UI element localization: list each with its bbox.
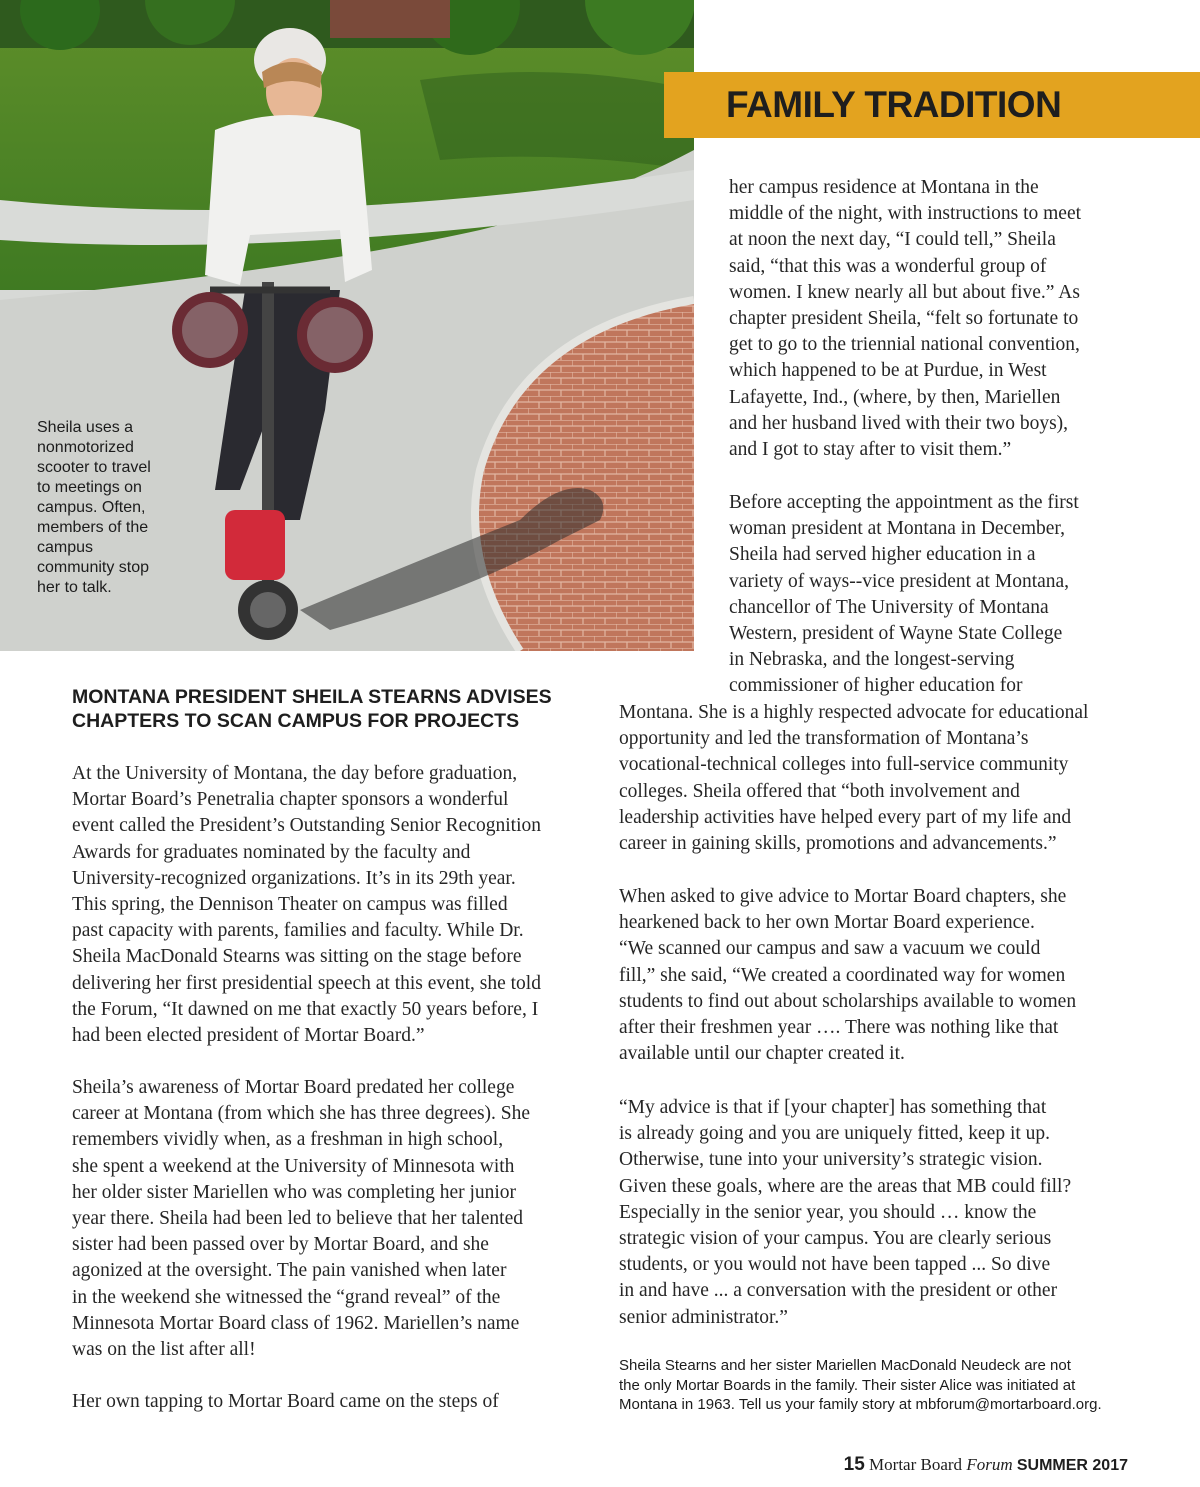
text-line: hearkened back to her own Mortar Board experience. [619, 912, 1035, 934]
text-line: women. I knew nearly all but about five.” As [729, 281, 1080, 303]
text-line: leadership activities have helped every part of my life and [619, 806, 1072, 828]
text-line: sister had been passed over by Mortar Board, and she [72, 1234, 489, 1256]
note-line: the only Mortar Boards in the family. Their sister Alice was initiated at [619, 1376, 1076, 1394]
text-line: Western, president of Wayne State College [729, 623, 1063, 645]
text-line: Awards for graduates nominated by the faculty and [72, 841, 471, 863]
text-line: variety of ways--vice president at Montana, [729, 570, 1070, 592]
body-paragraph [619, 700, 1088, 857]
text-line: chancellor of The University of Montana [729, 596, 1049, 618]
text-line: middle of the night, with instructions to meet [729, 203, 1082, 225]
magazine-title-italic: Forum [966, 1455, 1013, 1474]
text-line: Minnesota Mortar Board class of 1962. Mariellen’s name [72, 1312, 520, 1334]
text-line: Lafayette, Ind., (where, by then, Mariellen [729, 386, 1061, 408]
text-line: Especially in the senior year, you should … know the [619, 1201, 1037, 1223]
photo-caption: Sheila uses a nonmotorized scooter to travel to meetings on campus. Often, members of the campus community stop her to talk. [37, 419, 151, 596]
family-note [619, 1356, 1179, 1415]
hero-photo [0, 0, 694, 651]
text-line: is already going and you are uniquely fitted, keep it up. [619, 1123, 1051, 1145]
text-line: “We scanned our campus and saw a vacuum we could [619, 938, 1041, 960]
text-line: Her own tapping to Mortar Board came on the steps of [72, 1391, 499, 1412]
text-line: When asked to give advice to Mortar Board chapters, she [619, 886, 1067, 907]
body-paragraph [729, 175, 1081, 463]
text-line: Sheila MacDonald Stearns was sitting on the stage before [72, 946, 522, 968]
text-line: year there. Sheila had been led to believe that her talented [72, 1208, 524, 1230]
note-line: Montana in 1963. Tell us your family story at mbforum@mortarboard.org. [619, 1396, 1102, 1413]
text-line: colleges. Sheila offered that “both involvement and [619, 780, 1020, 802]
text-line: “My advice is that if [your chapter] has something that [619, 1097, 1047, 1118]
body-paragraph [72, 761, 541, 1049]
body-paragraph [619, 884, 1076, 1067]
text-line: This spring, the Dennison Theater on campus was filled [72, 894, 508, 916]
magazine-name [869, 1455, 1013, 1474]
text-line: Otherwise, tune into your university’s strategic vision. [619, 1149, 1043, 1171]
text-line: woman president at Montana in December, [729, 518, 1066, 540]
text-line: and her husband lived with their two boys), [729, 412, 1069, 434]
text-line: Sheila’s awareness of Mortar Board predated her college [72, 1077, 515, 1098]
body-paragraph [72, 1389, 499, 1415]
text-line: vocational-technical colleges into full-service community [619, 754, 1069, 776]
text-line: Before accepting the appointment as the first [729, 492, 1079, 513]
text-line: get to go to the triennial national convention, [729, 334, 1080, 356]
text-line: University-recognized organizations. It’s in its 29th year. [72, 867, 516, 889]
text-line: in Nebraska, and the longest-serving [729, 649, 1015, 671]
text-line: chapter president Sheila, “felt so fortunate to [729, 308, 1079, 330]
text-line: strategic vision of your campus. You are clearly serious [619, 1228, 1052, 1250]
text-line: Sheila had served higher education in a [729, 544, 1036, 566]
text-line: her campus residence at Montana in the [729, 177, 1039, 198]
text-line: available until our chapter created it. [619, 1043, 905, 1065]
text-line: At the University of Montana, the day before graduation, [72, 763, 518, 784]
text-line: delivering her first presidential speech at this event, she told [72, 972, 541, 994]
headline-line: MONTANA PRESIDENT SHEILA STEARNS ADVISES [72, 686, 552, 708]
text-line: said, “that this was a wonderful group of [729, 255, 1047, 277]
text-line: at noon the next day, “I could tell,” Sheila [729, 229, 1056, 251]
text-line: students to find out about scholarships available to women [619, 990, 1077, 1012]
text-line: Given these goals, where are the areas that MB could fill? [619, 1175, 1072, 1197]
text-line: commissioner of higher education for [729, 675, 1023, 697]
text-line: the Forum, “It dawned on me that exactly 50 years before, I [72, 998, 539, 1020]
text-line: in and have ... a conversation with the president or other [619, 1280, 1058, 1302]
issue-label: SUMMER 2017 [1016, 1457, 1128, 1474]
text-line: students, or you would not have been tapped ... So dive [619, 1254, 1051, 1276]
text-line: after their freshmen year …. There was nothing like that [619, 1017, 1059, 1039]
text-line: past capacity with parents, families and faculty. While Dr. [72, 920, 524, 942]
text-line: Mortar Board’s Penetralia chapter sponsors a wonderful [72, 789, 509, 811]
text-line: senior administrator.” [619, 1306, 788, 1328]
text-line: Montana. She is a highly respected advocate for educational [619, 702, 1089, 723]
text-line: her older sister Mariellen who was completing her junior [72, 1181, 517, 1203]
text-line: in the weekend she witnessed the “grand reveal” of the [72, 1286, 501, 1308]
text-line: fill,” she said, “We created a coordinated way for women [619, 964, 1066, 986]
text-line: career at Montana (from which she has three degrees). She [72, 1103, 531, 1125]
text-line: opportunity and led the transformation of Montana’s [619, 728, 1029, 750]
body-paragraph [72, 1075, 530, 1363]
text-line: which happened to be at Purdue, in West [729, 360, 1047, 382]
magazine-title: Mortar Board [869, 1455, 963, 1474]
text-line: she spent a weekend at the University of Minnesota with [72, 1155, 515, 1177]
section-title: FAMILY TRADITION [726, 84, 1062, 125]
note-line: Sheila Stearns and her sister Mariellen MacDonald Neudeck are not [619, 1357, 1071, 1374]
page-folio [844, 1454, 1128, 1476]
headline-line: CHAPTERS TO SCAN CAMPUS FOR PROJECTS [72, 710, 520, 732]
text-line: agonized at the oversight. The pain vanished when later [72, 1260, 507, 1282]
page-number: 15 [843, 1454, 865, 1475]
text-line: event called the President’s Outstanding Senior Recognition [72, 815, 541, 837]
text-line: remembers vividly when, as a freshman in high school, [72, 1129, 504, 1151]
text-line: and I got to stay after to visit them.” [729, 439, 1012, 461]
body-paragraph [729, 490, 1079, 700]
section-banner [664, 72, 1200, 138]
text-line: career in gaining skills, promotions and advancements.” [619, 833, 1057, 855]
article-headline [72, 685, 592, 733]
body-paragraph [619, 1095, 1071, 1331]
text-line: had been elected president of Mortar Board.” [72, 1025, 425, 1047]
text-line: was on the list after all! [72, 1339, 256, 1361]
